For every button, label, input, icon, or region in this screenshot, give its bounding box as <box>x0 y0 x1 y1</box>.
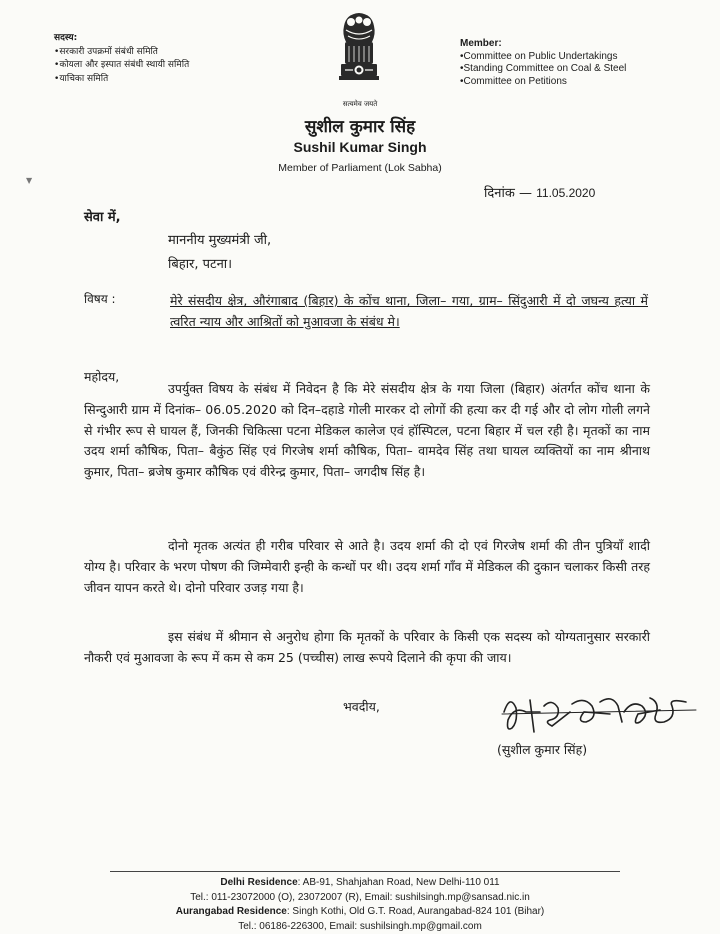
national-emblem-icon <box>326 8 392 100</box>
margin-mark: ▼ <box>26 176 32 185</box>
sender-name-english: Sushil Kumar Singh <box>0 139 720 155</box>
salutation-to: सेवा में, <box>84 207 121 225</box>
date-value: 11.05.2020 <box>536 186 595 200</box>
committee-item: • Committee on Public Undertakings <box>460 51 626 64</box>
paragraph-text: इस संबंध में श्रीमान से अनुरोध होगा कि मृतकों के परिवार के किसी एक सदस्य को योग्यतानुसार सरकारी नौकरी एवं मुआवजा के रूप में कम से कम 25 (पच्चीस) लाख रूपये दिलाने की कृपा की जाय। <box>84 629 650 665</box>
committee-item: • सरकारी उपक्रमों संबंधी समिति <box>54 46 189 60</box>
delhi-contact: Tel.: 011-23072000 (O), 23072007 (R), Email: sushilsingh.mp@sansad.nic.in <box>0 891 720 906</box>
committee-list-english <box>460 38 626 88</box>
subject-underlined: मेरे संसदीय क्षेत्र, औरंगाबाद (बिहार) के कोंच थाना, जिला– गया, ग्राम– सिंदुआरी में दो जघन्य हत्या में त्वरित न्याय और आश्रितों को मुआवजा के संबंध मे। <box>170 293 648 329</box>
committee-item: • Standing Committee on Coal & Steel <box>460 63 626 76</box>
date-label: दिनांक — <box>484 186 532 201</box>
recipient-line: बिहार, पटना। <box>168 254 232 272</box>
aurangabad-label: Aurangabad Residence <box>176 906 287 917</box>
closing: भवदीय, <box>343 698 380 715</box>
delhi-residence-line <box>0 876 720 891</box>
footer-divider <box>110 871 620 872</box>
signature-image <box>500 692 700 738</box>
body-paragraph <box>84 627 650 669</box>
member-title-english: Member: <box>460 38 626 51</box>
footer-address <box>0 876 720 934</box>
subject-label: विषय : <box>84 290 116 307</box>
subject-text <box>170 290 648 332</box>
greeting: महोदय, <box>84 368 119 385</box>
paragraph-text: उपर्युक्त विषय के संबंध में निवेदन है कि मेरे संसदीय क्षेत्र के गया जिला (बिहार) अंतर्गत कोंच थाना के सिन्दुआरी ग्राम में दिनांक– 06.05.2020 को दिन–दहाडे गोली मारकर दो लोगों की हत्या कर दी गई और दो लोग गोली लगने से गंभीर रूप से घायल हैं, जिनकी चिकित्सा पटना मेडिकल कालेज एवं हॉस्पिटल, पटना बिहार में चल रही है। मृतकों का नाम उदय शर्मा कौषिक, पिता– बैकुंठ सिंह एवं गिरजेष शर्मा कौषिक, पिता– वामदेव सिंह तथा घायल व्यक्तियों का नाम श्रीनाथ कुमार, पिता– ब्रजेष कुमार कौषिक एवं वीरेन्द्र कुमार, पिता– जगदीष सिंह है। <box>84 381 650 479</box>
delhi-label: Delhi Residence <box>220 877 297 888</box>
body-paragraph <box>84 536 650 598</box>
sender-name-hindi: सुशील कुमार सिंह <box>0 114 720 137</box>
emblem-motto: सत्यमेव जयते <box>310 100 410 109</box>
paragraph-text: दोनो मृतक अत्यंत ही गरीब परिवार से आते है। उदय शर्मा की दो एवं गिरजेष शर्मा की तीन पुत्रियाँ शादी योग्य है। परिवार के भरण पोषण की जिम्मेवारी इन्ही के कन्धों पर थी। उदय शर्मा गाँव में मेडिकल की दुकान चलाकर किसी तरह जीवन यापन करते थे। दोनो परिवार उजड़ गया है। <box>84 538 650 595</box>
committee-item: • कोयला और इस्पात संबंधी स्थायी समिति <box>54 59 189 73</box>
sender-designation: Member of Parliament (Lok Sabha) <box>0 162 720 174</box>
aurangabad-contact: Tel.: 06186-226300, Email: sushilsingh.mp@gmail.com <box>0 920 720 934</box>
aurangabad-address: : Singh Kothi, Old G.T. Road, Aurangabad-824 101 (Bihar) <box>287 906 544 917</box>
recipient-line: माननीय मुख्यमंत्री जी, <box>168 230 271 248</box>
committee-list-hindi <box>54 32 189 86</box>
aurangabad-residence-line <box>0 905 720 920</box>
committee-item: • Committee on Petitions <box>460 76 626 89</box>
member-title-hindi: सदस्य: <box>54 32 189 46</box>
committee-item: • याचिका समिति <box>54 73 189 87</box>
letter-date <box>484 183 595 201</box>
body-paragraph <box>84 379 650 483</box>
delhi-address: : AB-91, Shahjahan Road, New Delhi-110 011 <box>298 877 500 888</box>
signatory-name: (सुशील कुमार सिंह) <box>497 741 587 758</box>
